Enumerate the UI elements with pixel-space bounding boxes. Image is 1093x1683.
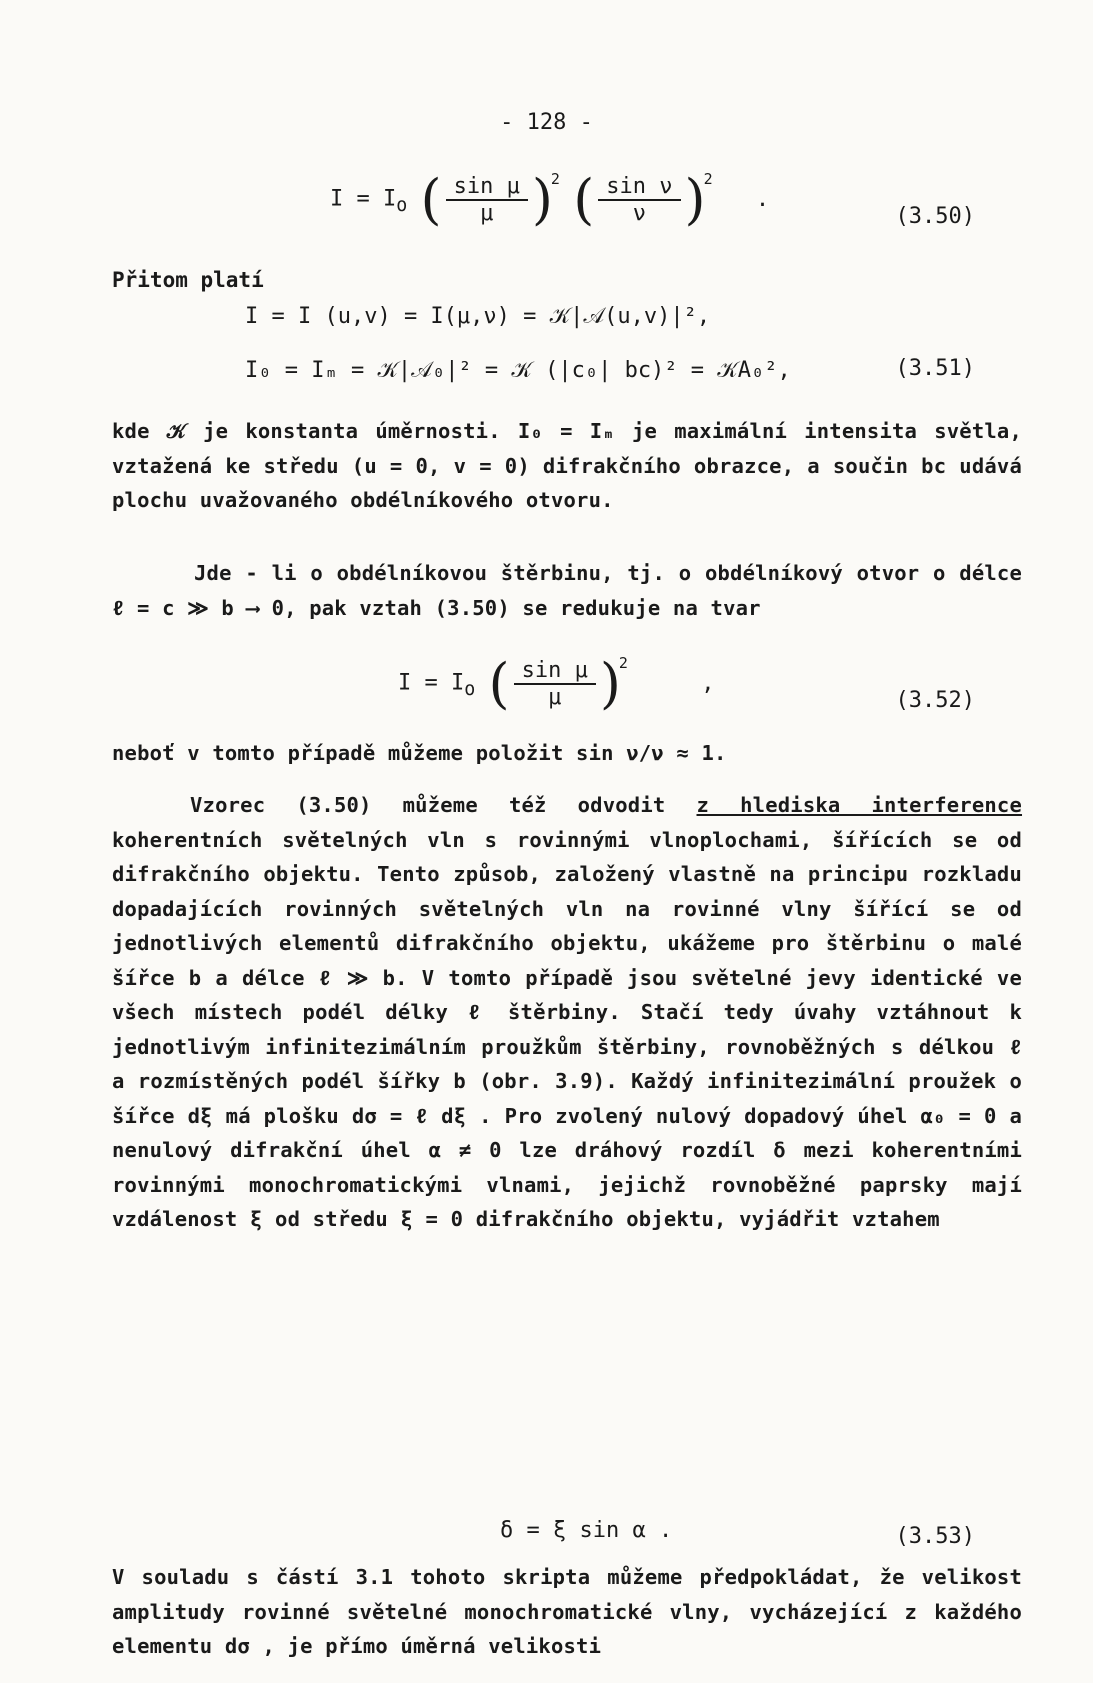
paragraph-approximation: neboť v tomto případě můžeme položit sin ν/ν ≈ 1.: [112, 741, 727, 765]
paragraph-slit: Jde - li o obdélníkovou štěrbinu, tj. o obdélníkový otvor o délce ℓ = c ≫ b ⟶ 0, pak vztah (3.50) se redukuje na tvar: [112, 561, 1022, 620]
equation-number-3-53: (3.53): [895, 1524, 975, 1549]
equation-3-50: $I = I_o$ ( $\frac{\text{sin μ}}{\mu}$ )$^2$ ( $\frac{\text{sin ν}}{\nu}$ )$^2$ .: [330, 168, 770, 231]
paragraph-constant: kde 𝒦 je konstanta úměrnosti. I₀ = Iₘ je maximální intensita světla, vztažená ke středu (u = 0, v = 0) difrakčního obrazce, a součin bc udává plochu uvažovaného obdélníkového otvoru.: [112, 419, 1022, 512]
pritom-label: Přitom platí: [112, 268, 264, 292]
equation-3-51-line2: I₀ = Iₘ = 𝒦|𝒜₀|² = 𝒦 (|c₀| bc)² = 𝒦A₀²,: [245, 358, 791, 383]
paragraph-amplitude: V souladu s částí 3.1 tohoto skripta můžeme předpokládat, že velikost amplitudy rovinné světelné monochromatické vlny, vycházející z každého elementu dσ , je přímo úměrná velikosti: [112, 1565, 1022, 1658]
equation-3-52: $I = I_o$ ( $\frac{\text{sin μ}}{\mu}$ )$^2$ ,: [398, 652, 715, 715]
equation-number-3-50: (3.50): [895, 204, 975, 229]
equation-3-53: δ = ξ sin α .: [500, 1518, 673, 1543]
paragraph-interference: Vzorec (3.50) můžeme též odvodit z hlediska interference koherentních světelných vln s rovinnými vlnoplochami, šířících se od difrakčního objektu. Tento způsob, založený vlastně na principu rozkladu dopadajících rovinných světelných vln na rovinné vlny šířící se od jednotlivých elementů difrakčního objektu, ukážeme pro štěrbinu o malé šířce b a délce ℓ ≫ b. V tomto případě jsou světelné jevy identické ve všech místech podél délky ℓ štěrbiny. Stačí tedy úvahy vztáhnout k jednotlivým infinitezimálním proužkům štěrbiny, rovnoběžných s délkou ℓ a rozmístěných podél šířky b (obr. 3.9). Každý infinitezimální proužek o šířce dξ má plošku dσ = ℓ dξ . Pro zvolený nulový dopadový úhel α₀ = 0 a nenulový difrakční úhel α ≠ 0 lze dráhový rozdíl δ mezi koherentními rovinnými monochromatickými vlnami, jejichž rovnoběžné paprsky mají vzdálenost ξ od středu ξ = 0 difrakčního objektu, vyjádřit vztahem: [112, 793, 1023, 1231]
underlined-phrase: z hlediska interference: [696, 793, 1023, 817]
equation-3-51-line1: I = I (u,v) = I(μ,ν) = 𝒦|𝒜(u,v)|²,: [245, 304, 711, 329]
page-number: - 128 -: [500, 110, 593, 135]
equation-number-3-51: (3.51): [895, 356, 975, 381]
equation-number-3-52: (3.52): [895, 688, 975, 713]
